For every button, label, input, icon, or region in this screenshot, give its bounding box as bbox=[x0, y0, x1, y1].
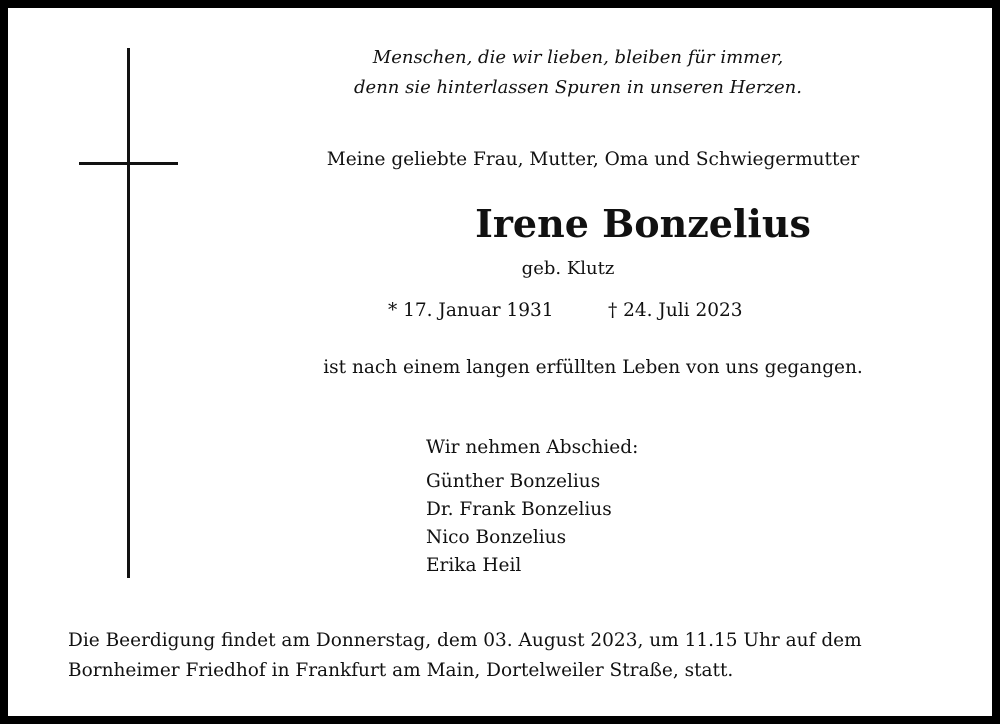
death-date: † 24. Juli 2023 bbox=[608, 300, 743, 321]
motto-line-1: Menschen, die wir lieben, bleiben für immer, bbox=[372, 47, 784, 68]
funeral-notice bbox=[68, 626, 968, 686]
motto-line-2: denn sie hinterlassen Spuren in unseren Herzen. bbox=[354, 77, 802, 98]
funeral-line-1: Die Beerdigung findet am Donnerstag, dem 03. August 2023, um 11.15 Uhr auf dem bbox=[68, 630, 862, 651]
mourner-name: Erika Heil bbox=[426, 555, 522, 576]
mourner-name: Günther Bonzelius bbox=[426, 471, 601, 492]
mourners-section bbox=[426, 434, 638, 580]
mourners-list bbox=[426, 468, 638, 580]
birth-date: * 17. Januar 1931 bbox=[388, 300, 554, 321]
deceased-name: Irene Bonzelius bbox=[475, 201, 811, 246]
intro-text: Meine geliebte Frau, Mutter, Oma und Schwiegermutter bbox=[326, 149, 860, 170]
funeral-line-2: Bornheimer Friedhof in Frankfurt am Main, Dortelweiler Straße, statt. bbox=[68, 660, 734, 681]
mourner-name: Nico Bonzelius bbox=[426, 527, 567, 548]
birth-name: geb. Klutz bbox=[521, 258, 615, 279]
cross-vertical-bar bbox=[127, 48, 130, 578]
cross-horizontal-bar bbox=[79, 162, 178, 165]
mourners-heading: Wir nehmen Abschied: bbox=[426, 437, 639, 458]
obituary-card bbox=[8, 8, 992, 716]
mourner-name: Dr. Frank Bonzelius bbox=[426, 499, 612, 520]
passing-message: ist nach einem langen erfüllten Leben von uns gegangen. bbox=[323, 357, 863, 378]
